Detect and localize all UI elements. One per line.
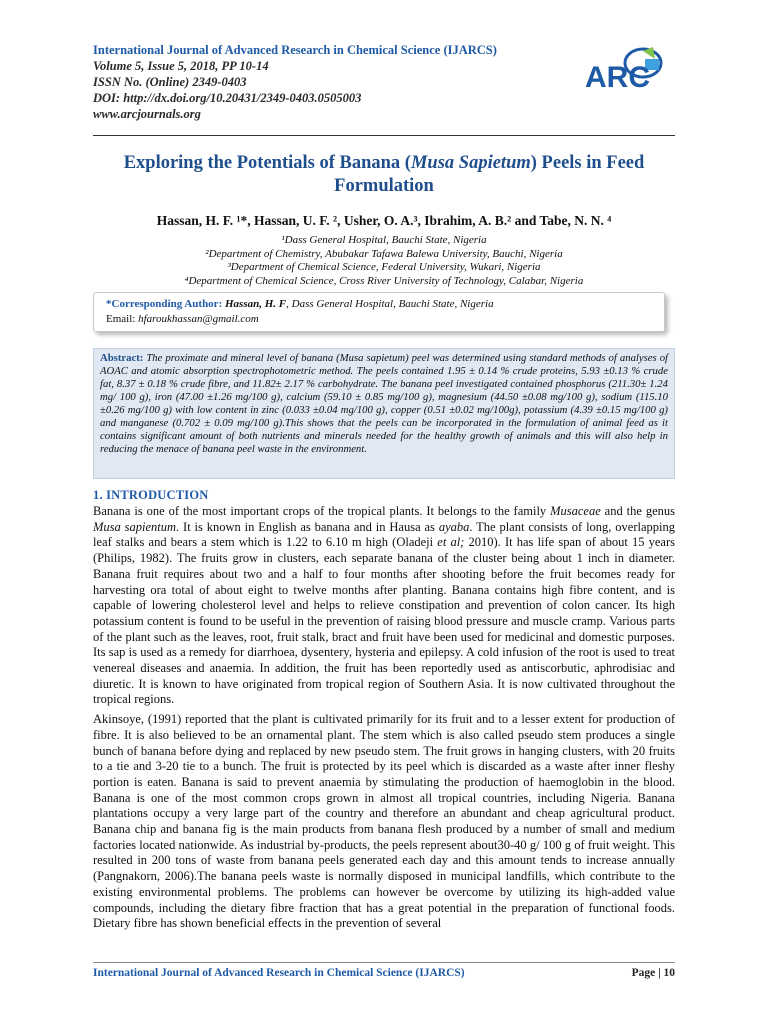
page-number: Page | 10 [631, 967, 675, 979]
article-title: Exploring the Potentials of Banana (Musa Sapietum) Peels in Feed Formulation [123, 153, 645, 196]
paragraph-1: Banana is one of the most important crops of the tropical plants. It belongs to the family Musaceae and the genus Musa sapientum. It is known in English as banana and in Hausa as ayaba. The plant consists of long, overlapping leaf stalks and bears a stem which is 1.22 to 6.10 m high (Oladeji et al; 2010). It has life span of about 15 years (Philips, 1982). The fruits grow in clusters, each separate banana of the cluster being about 1 inch in diameter. Banana fruit requires about two and a half to four months after shooting before the fruit becomes ready for harvesting ora total of about eight to twelve months after planting. Banana contains high fibre content, and is capable of lowering cholesterol level and helps to relieve constipation and prevention of colon cancer. Its high potassium content is found to be useful in the prevention of raising blood pressure and muscle cramp. Various parts of the plant such as the leaves, root, fruit stalk, bract and fruit have been used for medicinal and domestic purposes. Its sap is used as a remedy for diarrhoea, dysentery, hysteria and epilepsy. A cold infusion of the root is used to treat venereal diseases and anaemia. In addition, the fruit has been reportedly used as antiscorbutic, aphrodisiac and diuretic. It is known to have originated from tropical region of Southern Asia. It is now cultivated throughout the tropical regions. [93, 504, 675, 707]
author-list: Hassan, H. F. ¹*, Hassan, U. F. ², Usher, O. A.³, Ibrahim, A. B.² and Tabe, N. N. ⁴ [156, 213, 612, 228]
journal-name: International Journal of Advanced Research in Chemical Science (IJARCS) [93, 43, 497, 57]
footer-journal: International Journal of Advanced Research in Chemical Science (IJARCS) [93, 967, 465, 979]
issn: ISSN No. (Online) 2349-0403 [93, 75, 247, 89]
corresponding-author-box [93, 292, 665, 332]
email-label: Email: [106, 313, 136, 325]
abstract-text: The proximate and mineral level of banana (Musa sapietum) peel was determined using standard methods of analyses of AOAC and atomic absorption spectrophotometric method. The peels contained 1.95 ± 0.14 % crude proteins, 5.93 ±0.13 % crude fat, 8.37 ± 0.18 % crude fibre, and 11.82± 2.17 % carbohydrate. The banana peel investigated contained phosphorus (211.30± 1.24 mg/ 100 g), iron (47.00 ±1.26 mg/100 g), calcium (59.10 ± 0.85 mg/100 g), magnesium (44.50 ±0.08 mg/100 g), sodium (115.10 ±0.26 mg/100 g) with low content in zinc (0.033 ±0.04 mg/100 g), copper (0.51 ±0.02 mg/100g), potassium (4.39 ±0.15 mg/100 g) and manganese (0.702 ± 0.09 mg/100 g).This shows that the peels can be incorporated in the formulation of animal feed as it contains significant amount of both nutrients and minerals needed for the healthy growth of animals and this will also help in reducing the menace of banana peel waste in the environment. [100, 352, 669, 455]
logo-text: ARC [585, 61, 650, 94]
abstract-box [93, 348, 675, 479]
corresponding-name: Hassan, H. F [224, 298, 287, 310]
abstract-label: Abstract: [100, 352, 144, 364]
corresponding-address: , Dass General Hospital, Bauchi State, Nigeria [286, 298, 494, 310]
affiliation-4: ⁴Department of Chemical Science, Cross River University of Technology, Calabar, Nigeria [184, 274, 584, 287]
affiliations [93, 234, 675, 288]
journal-header [93, 42, 497, 122]
volume-info: Volume 5, Issue 5, 2018, PP 10-14 [93, 59, 269, 73]
header-divider [93, 135, 675, 136]
website-link[interactable]: www.arcjournals.org [93, 107, 201, 121]
footer-divider [93, 962, 675, 963]
affiliation-1: ¹Dass General Hospital, Bauchi State, Nigeria [281, 234, 487, 246]
doi-link[interactable]: DOI: http://dx.doi.org/10.20431/2349-0403.0505003 [93, 91, 362, 105]
arc-logo [583, 45, 673, 95]
affiliation-2: ²Department of Chemistry, Abubakar Tafawa Balewa University, Bauchi, Nigeria [205, 247, 563, 260]
paragraph-2: Akinsoye, (1991) reported that the plant is cultivated primarily for its fruit and to a lesser extent for production of fibre. It is also believed to be an ornamental plant. The stem which is also called pseudo stem produces a single bunch of banana before dying and replaced by new pseudo stem. The fruit grows in hanging clusters, with 20 fruits to a tie and 3-20 tie to a bunch. The fruit is protected by its peel which is discarded as a waste after inner fleshy portion is eaten. Banana is said to prevent anaemia by stimulating the production of haemoglobin in the blood. Banana is one of the most common crops grown in almost all tropical countries, including Nigeria. Banana plantations occupy a very large part of the country and therefore an abundant and cheap agricultural product. Banana chip and banana fig is the main products from banana flesh produced by a number of small and medium factories located nationwide. As industrial by-products, the peels represent about30-40 g/ 100 g of fruit weight. This resulted in 200 tons of waste from banana peels generated each day and this amount tends to increase annually (Pangnakorn, 2006).The banana peels waste is normally disposed in municipal landfills, which contribute to the existing environmental problems. The problems can however be overcome by utilizing its high-added value compounds, including the dietary fibre fraction that has a great potential in the preparation of functional foods. Dietary fibre has shown beneficial effects in the prevention of several [93, 712, 675, 931]
email-link[interactable]: hfaroukhassan@gmail.com [138, 313, 259, 325]
section-heading-introduction: 1. INTRODUCTION [93, 488, 209, 502]
body-text [93, 504, 675, 936]
page-footer [93, 967, 675, 979]
corresponding-label: *Corresponding Author: [106, 298, 223, 310]
title-species: Musa Sapietum [410, 153, 531, 173]
affiliation-3: ³Department of Chemical Science, Federal University, Wukari, Nigeria [227, 261, 541, 273]
